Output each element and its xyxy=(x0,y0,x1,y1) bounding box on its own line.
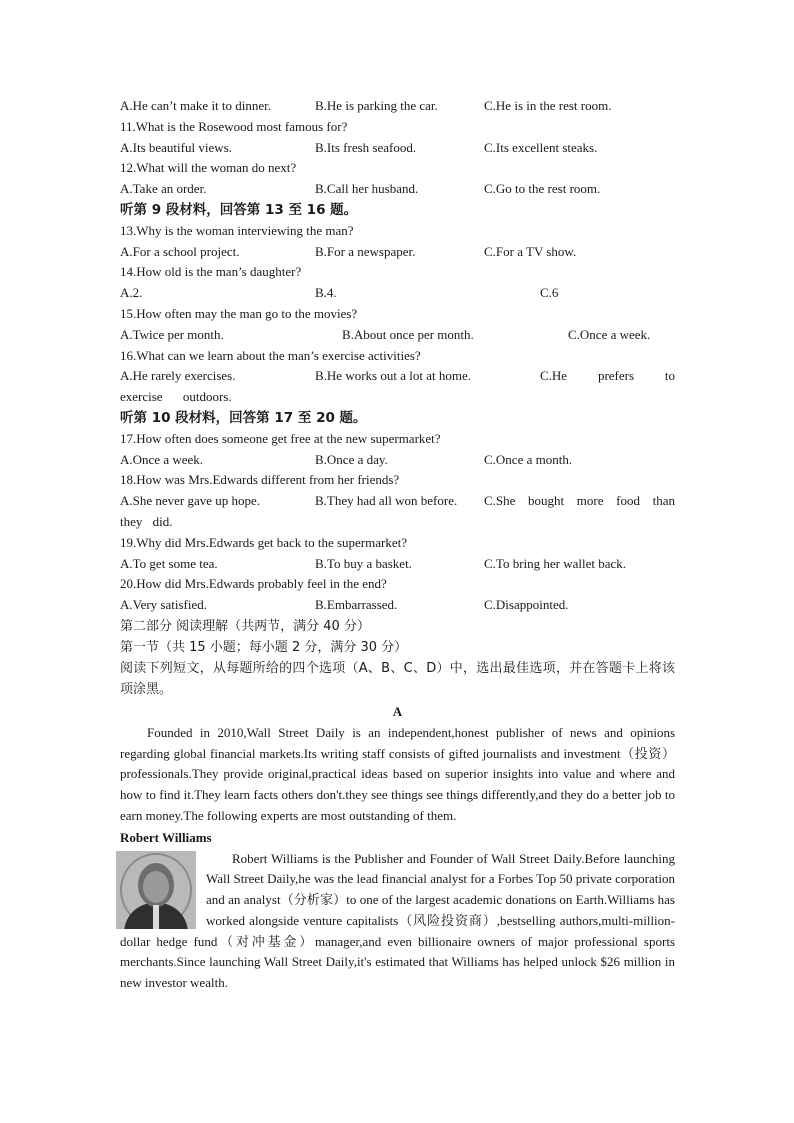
option-b: B.For a newspaper. xyxy=(315,243,416,259)
section-10-heading: 听第 10 段材料，回答第 17 至 20 题。 xyxy=(120,409,367,426)
option-c: C.He is in the rest room. xyxy=(484,98,612,113)
option-b: B.Embarrassed. xyxy=(315,597,398,613)
q18-stem: 18.How was Mrs.Edwards different from her friends? xyxy=(120,472,400,488)
passage-letter: A xyxy=(392,703,403,719)
portrait-photo xyxy=(116,851,196,929)
q16-options xyxy=(120,366,675,408)
instructions: 阅读下列短文，从每题所给的四个选项（A、B、C、D）中，选出最佳选项，并在答题卡上将该项涂黑。 xyxy=(120,660,675,697)
q20-options xyxy=(120,595,675,616)
q15-stem: 15.How often may the man go to the movies? xyxy=(120,305,358,321)
q11-options xyxy=(120,138,675,159)
option-b: B.They had all won before. xyxy=(315,493,458,509)
expert-bio-block xyxy=(120,849,675,995)
option-a: A.Take an order. xyxy=(120,181,207,197)
option-b: B.Call her husband. xyxy=(315,181,419,197)
q10-options xyxy=(120,96,675,117)
q16-stem: 16.What can we learn about the man’s exercise activities? xyxy=(120,347,421,363)
option-c: C.Go to the rest room. xyxy=(484,181,601,197)
q20-stem: 20.How did Mrs.Edwards probably feel in the end? xyxy=(120,576,387,592)
exam-page xyxy=(120,96,675,994)
section-1-title: 第一节（共 15 小题；每小题 2 分，满分 30 分） xyxy=(120,639,408,655)
q17-stem: 17.How often does someone get free at the new supermarket? xyxy=(120,430,441,446)
section-9-heading: 听第 9 段材料，回答第 13 至 16 题。 xyxy=(120,201,358,218)
option-b: B.He is parking the car. xyxy=(315,98,438,113)
q13-stem: 13.Why is the woman interviewing the man? xyxy=(120,222,354,238)
q12-options xyxy=(120,179,675,200)
expert-name: Robert Williams xyxy=(120,829,212,845)
option-a: A.Its beautiful views. xyxy=(120,139,232,155)
option-c: C.To bring her wallet back. xyxy=(484,555,627,571)
option-b: B.He works out a lot at home. xyxy=(315,368,471,384)
part-2-title: 第二部分 阅读理解（共两节，满分 40 分） xyxy=(120,618,370,634)
q13-options xyxy=(120,242,675,263)
option-c: C.For a TV show. xyxy=(484,243,577,259)
q19-options xyxy=(120,554,675,575)
option-a: A.For a school project. xyxy=(120,243,240,259)
option-c: C.Once a month. xyxy=(484,451,573,467)
q12-stem: 12.What will the woman do next? xyxy=(120,160,297,176)
q15-options xyxy=(120,325,675,346)
option-a: A.He can’t make it to dinner. xyxy=(120,98,272,113)
q11-stem: 11.What is the Rosewood most famous for? xyxy=(120,118,348,134)
option-c: C.Once a week. xyxy=(568,326,651,342)
option-b: B.Its fresh seafood. xyxy=(315,139,417,155)
q14-stem: 14.How old is the man’s daughter? xyxy=(120,264,302,280)
option-b: B.4. xyxy=(315,285,337,301)
option-a: A.Twice per month. xyxy=(120,326,224,342)
q19-stem: 19.Why did Mrs.Edwards get back to the supermarket? xyxy=(120,534,408,550)
option-b: B.Once a day. xyxy=(315,451,388,467)
option-a: A.Once a week. xyxy=(120,451,204,467)
option-b: B.About once per month. xyxy=(342,326,474,342)
passage-intro: Founded in 2010,Wall Street Daily is an independent,honest publisher of news and opinions regarding global financial markets.Its writing staff consists of gifted journalists and investment（投资）professionals.They provide original,practical ideas based on superior insights into value and where and how to find it.They learn facts others don't.they see things see things differently,and they do a better job to earn money.The following experts are most outstanding of them. xyxy=(120,724,675,823)
option-b: B.To buy a basket. xyxy=(315,555,412,571)
option-c: C.6 xyxy=(540,285,559,301)
q18-options xyxy=(120,491,675,533)
option-a: A.Very satisfied. xyxy=(120,597,208,613)
option-c: C.He prefers to exercise outdoors. xyxy=(120,368,675,405)
option-a: A.To get some tea. xyxy=(120,555,218,571)
option-a: A.He rarely exercises. xyxy=(120,368,236,384)
expert-bio: Robert Williams is the Publisher and Founder of Wall Street Daily.Before launching Wall Street Daily,he was the lead financial analyst for a Forbes Top 50 private corporation and an analyst（分析家）to one of the largest academic donations on Earth.Williams has worked alongside venture capitalists（风险投资商）,bestselling authors,multi-million-dollar hedge fund（对冲基金）manager,and even billionaire owners of major professional sports merchants.Since launching Wall Street Daily,it's estimated that Williams has helped unlock $26 million in new investor wealth. xyxy=(120,850,675,991)
option-c: C.Disappointed. xyxy=(484,597,569,613)
option-a: A.She never gave up hope. xyxy=(120,493,261,509)
option-c: C.Its excellent steaks. xyxy=(484,139,598,155)
option-c: C.She bought more food than they did. xyxy=(120,493,675,529)
q17-options xyxy=(120,450,675,471)
q14-options xyxy=(120,283,675,304)
option-a: A.2. xyxy=(120,285,143,301)
